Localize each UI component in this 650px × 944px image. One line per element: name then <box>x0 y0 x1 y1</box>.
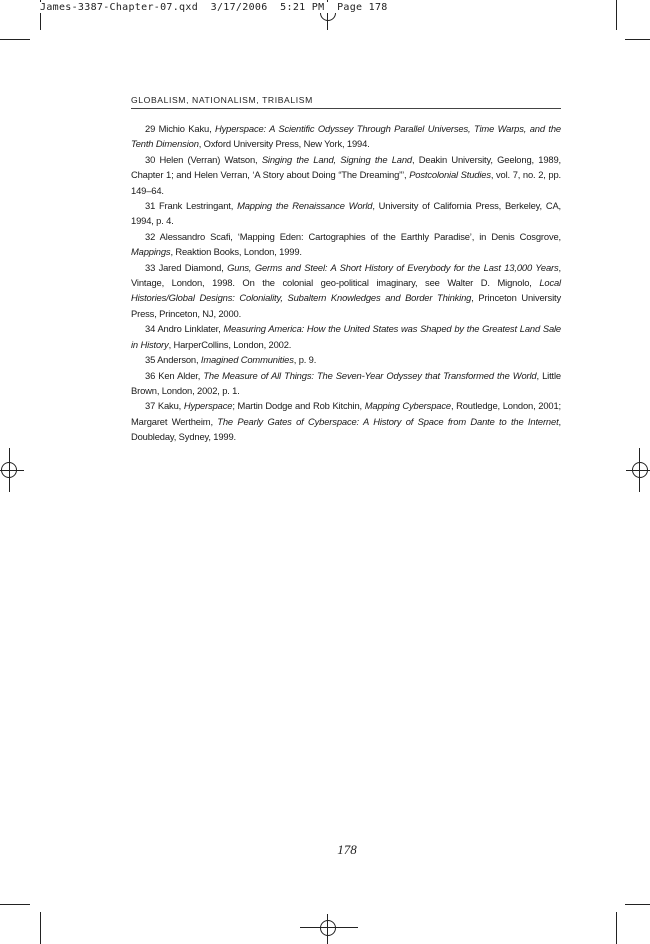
endnote-text: , vol. 7, no. 2, pp. 149–64. <box>131 169 561 196</box>
endnote-text: 31 Frank Lestringant, <box>145 200 238 212</box>
endnote-text: 34 Andro Linklater, <box>145 323 224 335</box>
endnote-title-italic: The Measure of All Things: The Seven-Year Odyssey that Transformed the World <box>203 369 537 381</box>
endnote-31 <box>131 198 561 229</box>
endnote-text: , Princeton University Press, Princeton, NJ, 2000. <box>131 292 561 319</box>
endnote-text: , Reaktion Books, London, 1999. <box>170 246 302 258</box>
endnote-32 <box>131 229 561 260</box>
crop-mark-top-right-v <box>616 0 617 30</box>
running-head: GLOBALISM, NATIONALISM, TRIBALISM <box>131 95 313 105</box>
endnote-35 <box>131 352 561 367</box>
endnote-text: , p. 9. <box>293 354 317 366</box>
endnote-text: 32 Alessandro Scafi, ‘Mapping Eden: Cartographies of the Earthly Paradise’, in Denis Cosgrove, <box>145 230 561 242</box>
registration-mark-left <box>0 448 24 492</box>
registration-mark-bottom <box>300 914 358 944</box>
crop-mark-top-right-h <box>625 39 650 40</box>
endnote-text: , University of California Press, Berkeley, CA, 1994, p. 4. <box>131 200 561 227</box>
endnote-text: , HarperCollins, London, 2002. <box>168 338 292 350</box>
endnote-title-italic: Imagined Communities <box>200 354 294 366</box>
endnote-text: 29 Michio Kaku, <box>145 123 216 134</box>
crop-mark-bottom-right-h <box>625 904 650 905</box>
endnote-36 <box>131 368 561 399</box>
endnote-text: 33 Jared Diamond, <box>145 261 228 273</box>
endnote-title-italic: Guns, Germs and Steel: A Short History of Everybody for the Last 13,000 Years <box>227 261 559 273</box>
endnote-text: 30 Helen (Verran) Watson, <box>145 153 262 165</box>
crop-mark-bottom-left-h <box>0 904 30 905</box>
endnote-33 <box>131 260 561 322</box>
endnote-text: 36 Ken Alder, <box>145 369 204 381</box>
endnote-title-italic: Local Histories/Global Designs: Coloniality, Subaltern Knowledges and Border Thinking <box>131 277 561 304</box>
endnote-text: , Deakin University, Geelong, 1989, Chapter 1; and Helen Verran, ‘A Story about Doing “The Dreaming”’, <box>131 153 561 181</box>
crop-mark-bottom-right-v <box>616 912 617 944</box>
endnote-title-italic: Measuring America: How the United States was Shaped by the Greatest Land Sale in History <box>131 323 562 350</box>
endnote-text: , Oxford University Press, New York, 1994. <box>198 138 370 150</box>
endnote-text: , Vintage, London, 1998. On the colonial geo-political imaginary, see Walter D. Mignolo, <box>131 261 561 289</box>
endnote-title-italic: Mapping the Renaissance World <box>237 200 373 212</box>
crop-mark-top-left-h <box>0 39 30 40</box>
endnote-title-italic: Hyperspace <box>183 400 233 412</box>
printer-slug: James-3387-Chapter-07.qxd 3/17/2006 5:21 PM Page 178 <box>40 2 388 13</box>
endnote-text: ; Martin Dodge and Rob Kitchin, <box>232 400 365 412</box>
endnote-text: 35 Anderson, <box>145 354 201 366</box>
endnote-34 <box>131 321 561 352</box>
endnotes-list <box>131 121 561 445</box>
endnote-text: , Little Brown, London, 2002, p. 1. <box>131 369 561 396</box>
endnote-title-italic: Hyperspace: A Scientific Odyssey Through Parallel Universes, Time Warps, and the Tenth Dimension <box>131 123 561 150</box>
endnote-title-italic: Mappings <box>131 246 171 258</box>
header-rule <box>131 108 561 109</box>
page-number: 178 <box>337 842 357 857</box>
endnote-29 <box>131 121 561 152</box>
endnote-title-italic: The Pearly Gates of Cyberspace: A History of Space from Dante to the Internet <box>217 415 559 427</box>
endnote-30 <box>131 152 561 198</box>
endnote-title-italic: Mapping Cyberspace <box>364 400 451 412</box>
crop-mark-bottom-left-v <box>40 912 41 944</box>
endnote-title-italic: Singing the Land, Signing the Land <box>261 153 412 165</box>
endnote-title-italic: Postcolonial Studies <box>409 169 491 181</box>
endnote-text: , Routledge, London, 2001; Margaret Wertheim, <box>131 400 561 427</box>
endnote-text: , Doubleday, Sydney, 1999. <box>131 415 561 443</box>
endnote-text: 37 Kaku, <box>145 400 184 412</box>
endnote-37 <box>131 398 561 444</box>
registration-mark-right <box>626 448 650 492</box>
